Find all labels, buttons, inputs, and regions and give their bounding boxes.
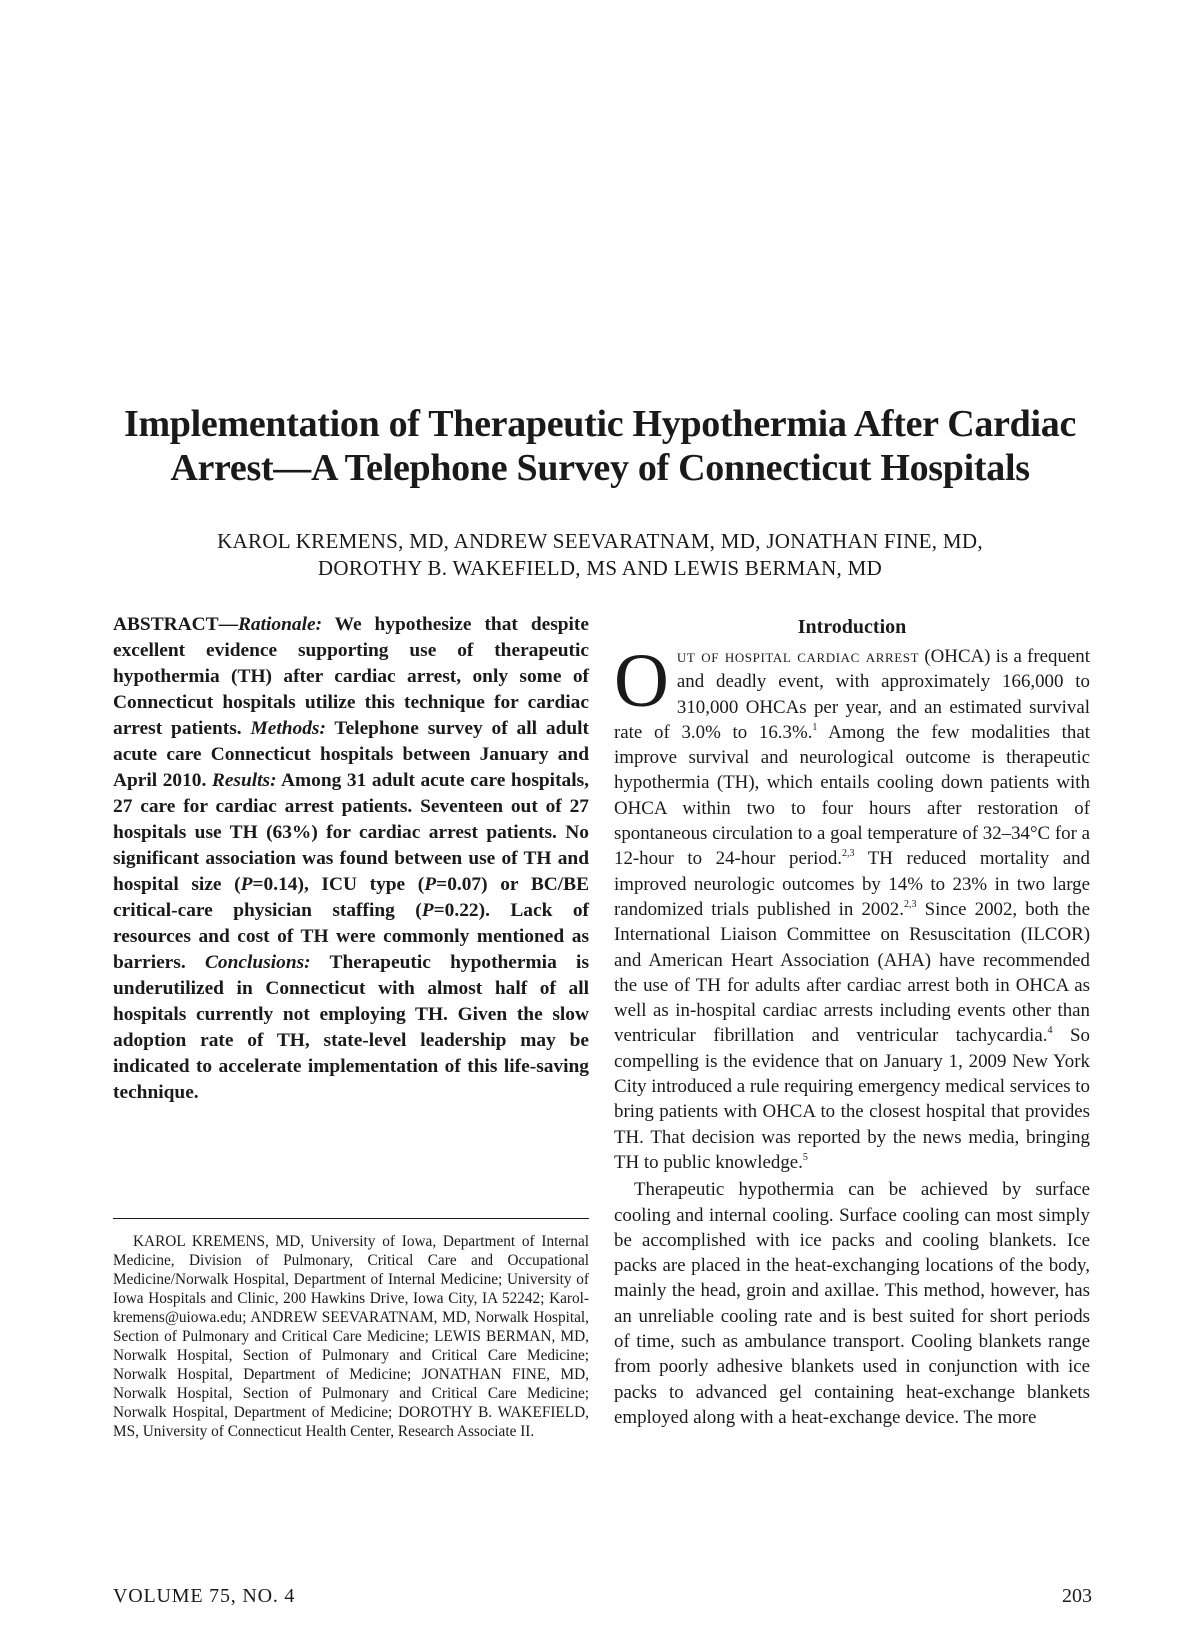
methods-label: Methods: — [250, 718, 326, 739]
reference-marker: 2,3 — [842, 848, 855, 860]
article-title — [110, 402, 1090, 490]
intro-text-c: TH reduced mortality and improved neurologic outcomes by 14% to 23% in two large randomized trials published in 2002. — [614, 848, 1090, 920]
reference-marker: 2,3 — [903, 898, 917, 910]
abstract — [113, 612, 589, 1106]
author-list — [110, 528, 1090, 582]
results-text: Among 31 adult acute care hospitals, 27 care for cardiac arrest patients. Seventeen out of 27 hospitals use TH (63%) for cardiac arrest patients. No significant association was found between use of TH and hospital size ( — [113, 770, 589, 895]
intro-text-d: Since 2002, both the International Liaison Committee on Resuscitation (ILCOR) and American Heart Association (AHA) have recommended the use of TH for adults after cardiac arrest both in OHCA as well as in-hospital cardiac arrests including events other than ventricular fibrillation and ventricular tachycardia. — [614, 898, 1090, 1047]
rationale-label: Rationale: — [238, 614, 323, 635]
section-heading-introduction: Introduction — [797, 616, 907, 638]
intro-smallcaps-lead: ut of hospital cardiac arrest — [676, 646, 920, 667]
reference-marker: 1 — [812, 721, 818, 733]
reference-marker: 5 — [802, 1151, 808, 1163]
title-line-1: Implementation of Therapeutic Hypothermia After Cardiac — [123, 403, 1077, 445]
drop-cap: O — [614, 639, 669, 723]
authors-line-1: KAROL KREMENS, MD, ANDREW SEEVARATNAM, MD, JONATHAN FINE, MD, — [217, 529, 983, 553]
author-affiliations-footnote: KAROL KREMENS, MD, University of Iowa, Department of Internal Medicine, Division of Pulmonary, Critical Care and Occupational Medicine/Norwalk Hospital, Department of Internal Medicine; University of Iowa Hospitals and Clinic, 200 Hawkins Drive, Iowa City, IA 52242; Karol-kremens@uiowa.edu; ANDREW SEEVARATNAM, MD, Norwalk Hospital, Section of Pulmonary and Critical Care Medicine; LEWIS BERMAN, MD, Norwalk Hospital, Section of Pulmonary and Critical Care Medicine; Norwalk Hospital, Department of Medicine; JONATHAN FINE, MD, Norwalk Hospital, Section of Pulmonary and Critical Care Medicine; Norwalk Hospital, Department of Medicine; DOROTHY B. WAKEFIELD, MS, University of Connecticut Health Center, Research Associate II. — [113, 1233, 589, 1440]
p-value-symbol: P — [424, 874, 437, 895]
journal-volume-footer: VOLUME 75, NO. 4 — [113, 1585, 296, 1607]
results-p-value-2: =0.07) or BC/BE critical-care physician staffing ( — [113, 874, 590, 921]
rationale-text: We hypothesize that despite excellent evidence supporting use of therapeutic hypothermia (TH) after cardiac arrest, only some of Connecticut hospitals utilize this technique for cardiac arrest patients. — [113, 614, 589, 739]
authors-line-2: DOROTHY B. WAKEFIELD, MS AND LEWIS BERMAN, MD — [317, 556, 883, 580]
results-p-value-3: =0.22). Lack of resources and cost of TH were commonly mentioned as barriers. — [113, 900, 590, 973]
results-label: Results: — [211, 770, 277, 791]
footnote-divider — [113, 1218, 589, 1219]
abstract-lead: ABSTRACT— — [113, 614, 238, 635]
page-number: 203 — [1062, 1585, 1092, 1607]
title-line-2: Arrest—A Telephone Survey of Connecticut Hospitals — [170, 447, 1030, 489]
reference-marker: 4 — [1047, 1025, 1053, 1037]
conclusions-label: Conclusions: — [205, 952, 311, 973]
methods-text: Telephone survey of all adult acute care Connecticut hospitals between January and April 2010. — [113, 718, 589, 791]
p-value-symbol: P — [421, 900, 434, 921]
intro-paragraph-2: Therapeutic hypothermia can be achieved by surface cooling and internal cooling. Surface cooling can most simply be accomplished with ice packs and cooling blankets. Ice packs are placed in the heat-exchanging locations of the body, mainly the head, groin and axillae. This method, however, has an unreliable cooling rate and is best suited for short periods of time, such as ambulance transport. Cooling blankets range from poorly adhesive blankets used in conjunction with ice packs to advanced gel containing heat-exchange blankets employed along with a heat-exchange device. The more — [614, 1179, 1090, 1428]
right-column — [614, 614, 1090, 1430]
intro-text-e: So compelling is the evidence that on January 1, 2009 New York City introduced a rule requiring emergency medical services to bring patients with OHCA to the closest hospital that provides TH. That decision was reported by the news media, bringing TH to public knowledge. — [614, 1025, 1090, 1173]
intro-text-b: Among the few modalities that improve survival and neurological outcome is therapeutic hypothermia (TH), which entails cooling down patients with OHCA within two to four hours after restoration of spontaneous circulation to a goal temperature of 32–34°C for a 12-hour to 24-hour period. — [614, 721, 1091, 870]
results-p-value-1: =0.14), ICU type ( — [252, 874, 425, 895]
intro-text-a: (OHCA) is a frequent and deadly event, with approximately 166,000 to 310,000 OHCAs per year, and an estimated survival rate of 3.0% to 16.3%. — [614, 646, 1090, 743]
conclusions-text: Therapeutic hypothermia is underutilized in Connecticut with almost half of all hospitals currently not employing TH. Given the slow adoption rate of TH, state-level leadership may be indicated to accelerate implementation of this life-saving technique. — [113, 952, 589, 1103]
intro-paragraph-1 — [614, 639, 1091, 1175]
p-value-symbol: P — [240, 874, 253, 895]
left-column — [113, 612, 589, 1106]
